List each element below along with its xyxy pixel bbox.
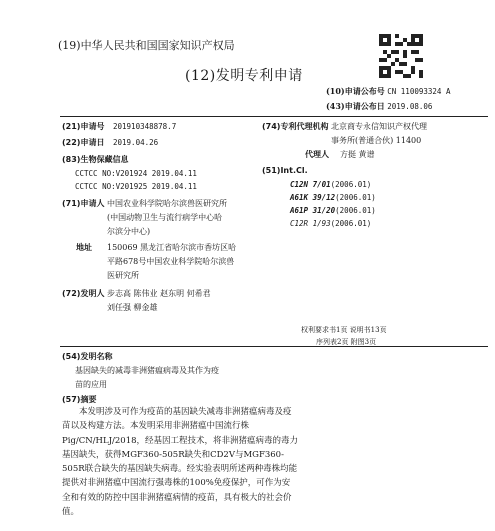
applicant-line: 尔滨分中心) [107,227,151,236]
applicant-line: (中国动物卫生与流行病学中心哈 [107,213,223,222]
address-label: 地址 [76,243,92,252]
inventors-label: (72)发明人 [62,289,105,298]
application-number-value: 201910348878.7 [113,122,177,131]
inventors-line: 刘任强 柳金雄 [107,303,158,312]
publication-date [326,101,432,112]
agent-label: 代理人 [305,150,329,159]
agent-names: 方挺 黄谱 [340,150,375,159]
agency-line: 北京商专永信知识产权代理 [331,122,427,131]
publication-number-value: CN 110093324 A [387,87,451,96]
page-counts: 序列表2页 附图3页 [316,338,377,346]
applicant-label: (71)申请人 [62,199,105,208]
publication-number [326,86,450,97]
agency-line: 事务所(普通合伙) 11400 [331,136,422,145]
address-line: 医研究所 [107,271,139,280]
qr-code-icon [379,34,423,78]
bio-deposit-item: CCTCC NO:V201924 2019.04.11 [75,169,197,178]
address-line: 150069 黑龙江省哈尔滨市香坊区哈 [107,243,237,252]
abstract-label: (57)摘要 [62,395,97,404]
invention-name-line: 基因缺失的减毒非洲猪瘟病毒及其作为疫 [75,366,219,375]
publication-number-label: (10)申请公布号 [326,86,385,96]
agency-label: (74)专利代理机构 [262,122,329,131]
application-date [62,137,158,148]
header-divider [60,116,488,117]
patent-office-name: (19)中华人民共和国国家知识产权局 [58,39,235,52]
ipc-entry: C12R 1/93(2006.01) [290,219,372,228]
application-date-value: 2019.04.26 [113,138,159,147]
bio-deposit-item: CCTCC NO:V201925 2019.04.11 [75,182,197,191]
bibliography-divider [60,346,488,347]
invention-name-line: 苗的应用 [75,380,107,389]
int-cl-label: (51)Int.Cl. [262,166,308,175]
ipc-entry: C12N 7/01(2006.01) [290,180,372,189]
inventors-line: 步志高 陈伟业 赵东明 何希君 [107,289,211,298]
publication-date-label: (43)申请公布日 [326,101,385,111]
application-number-label: (21)申请号 [62,122,105,131]
abstract-text: 本发明涉及可作为疫苗的基因缺失减毒非洲猪瘟病毒及疫苗以及构建方法。本发明采用非洲猪瘟中国流行株Pig/CN/HLJ/2018，经基因工程技术，将非洲猪瘟病毒的毒力基因缺失，获得MGF360-505R缺失和CD2V与MGF360-505R联合缺失的基因缺失病毒。经实验表明所述两种毒株均能提供对非洲猪瘟中国流行强毒株的100%免疫保护，可作为安全和有效的防控中国非洲猪瘟病情的疫苗，具有极大的社会价值。 [62,407,299,518]
bio-deposit-label: (83)生物保藏信息 [62,155,129,164]
ipc-entry: A61K 39/12(2006.01) [290,193,376,202]
address-line: 平路678号中国农业科学院哈尔滨兽 [107,257,235,266]
application-date-label: (22)申请日 [62,138,105,147]
applicant-line: 中国农业科学院哈尔滨兽医研究所 [107,199,227,208]
document-title: (12)发明专利申请 [185,68,303,84]
publication-date-value: 2019.08.06 [387,102,433,111]
page-counts: 权利要求书1页 说明书13页 [301,326,387,334]
invention-name-label: (54)发明名称 [62,352,113,361]
application-number [62,121,176,132]
ipc-entry: A61P 31/20(2006.01) [290,206,376,215]
